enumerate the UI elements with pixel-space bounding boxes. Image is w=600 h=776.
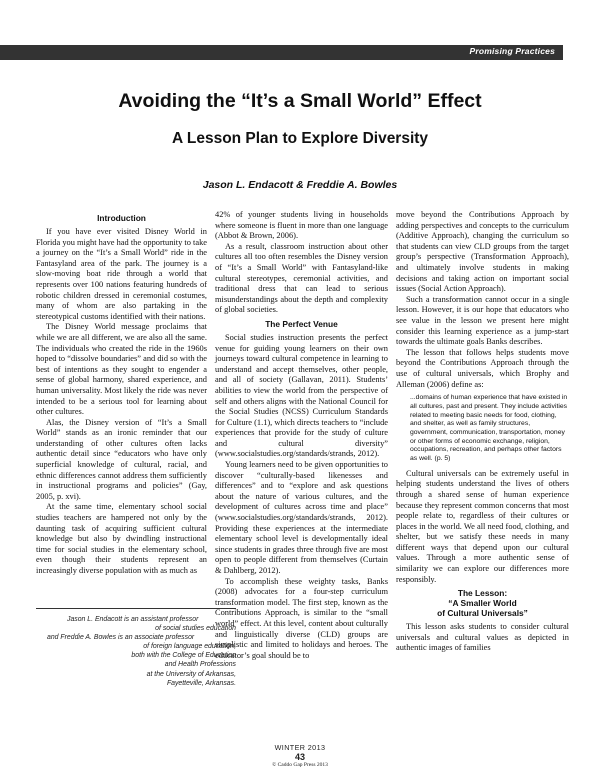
column-2 — [215, 210, 388, 661]
copyright: © Caddo Gap Press 2013 — [272, 762, 328, 768]
section-label: Promising Practices — [469, 46, 555, 56]
author-bio — [36, 608, 236, 688]
paragraph: move beyond the Contributions Approach by adding perspectives and concepts to the curriculum (Additive Approach), changing the curriculum so that students can view CLD groups from the target group’s perspective (Transformation Approach), and ultimately involve students in making decisions and taking action on important social issues (Social Action Approach). — [396, 210, 569, 294]
section-banner — [0, 45, 563, 60]
paragraph: As a result, classroom instruction about other cultures all too often resembles the Disney version of “It’s a Small World” with Fantasyland-like cultural stereotypes, ceremonial activities, and traditional dress that can lead to serious misunderstandings about the depth and complexity of global societies. — [215, 241, 388, 315]
heading-perfect-venue: The Perfect Venue — [265, 318, 338, 329]
article-authors: Jason L. Endacott & Freddie A. Bowles — [202, 179, 398, 191]
page-number: 43 — [294, 752, 305, 762]
bio-line: of social studies education — [155, 625, 236, 633]
paragraph: To accomplish these weighty tasks, Banks (2008) advocates for a four-step curriculum transformation model. The first step, known as the Contributions Approach, is similar to the “small world” effect. At this level, content about culturally and linguistically diverse (CLD) groups are simplistic and limited to holidays and heroes. The educator’s goal should be to — [215, 576, 388, 660]
article-title: Avoiding the “It’s a Small World” Effect — [118, 90, 482, 112]
block-quote — [410, 394, 569, 464]
paragraph: 42% of younger students living in households where someone is fluent in more than one language (Abbot & Brown, 2006). — [215, 210, 388, 241]
column-3 — [396, 210, 569, 654]
paragraph: This lesson asks students to consider cultural universals and cultural values as depicted in authentic images of families — [396, 622, 569, 653]
bio-divider — [36, 608, 236, 609]
bio-line: Jason L. Endacott is an assistant professor — [67, 616, 199, 623]
paragraph: Social studies instruction presents the perfect venue for guiding young learners on their own journeys toward cultural competence in learning to understand and accept themselves, other people, and all of society (Gallavan, 2011). Students’ abilities to view the world from the perspective of self and others aligns with the National Council for the Social Studies (NCSS) Curriculum Standards for Culture (1.1), which directs teachers to “include experiences that provide for the study of culture and cultural diversity” (www.socialstudies.org/standards/strands, 2012). — [215, 332, 388, 459]
paragraph: The Disney World message proclaims that while we are all different, we are also all the same. The individuals who created the ride in the 1960s hoped to “dissolve boundaries” and did so with the best of intentions as they sought to engender a sense of global harmony, shared experience, and human universality. Most likely the ride was never intended to be a serious tool for learning about other cultures. — [36, 322, 207, 417]
column-1 — [36, 210, 207, 577]
heading-line: of Cultural Universals” — [437, 608, 528, 619]
issue-label: WINTER 2013 — [274, 743, 326, 752]
heading-line: “A Smaller World — [448, 598, 517, 609]
paragraph: Young learners need to be given opportunities to discover “culturally-based likenesses and differences” and to “explore and ask questions about the nature of various cultures, and the development of cultures across time and place” (www.socialstudies.org/standards/strands, 2012). Providing these experiences at the intermediate elementary school level is developmentally ideal since students in grades three through five are most open to people different from themselves (Curtain & Dahlberg, 2012). — [215, 460, 388, 575]
bio-line: Fayetteville, Arkansas. — [166, 679, 236, 687]
heading-the-lesson — [396, 588, 569, 618]
paragraph: If you have ever visited Disney World in Florida you might have had the opportunity to take a journey on the “It’s a Small World” ride in the Fantasyland area of the park. The journey is a slow-moving boat ride through a world that represents over 100 nations featuring hundreds of robotic children dressed in ceremonial costumes, many of whom are also partaking in the stereotypical customs identified with their nations. — [36, 227, 207, 321]
paragraph: The lesson that follows helps students move beyond the Contributions Approach through the use of cultural universals, which Brophy and Alleman (2006) define as: — [396, 347, 569, 389]
paragraph: Alas, the Disney version of “It’s a Small World” stands as an ironic reminder that our understanding of other cultures often lacks authentic detail since “educators who have only superficial knowledge of cultural, racial, and ethnic differences cannot address them sufficiently in instructional programs and policies” (Gay, 2005, p. xvi). — [36, 417, 207, 501]
paragraph: At the same time, elementary school social studies teachers are hampered not only by the daunting task of acquiring sufficient cultural knowledge but also by dwindling instructional time for social studies in the elementary school, even though their students represent an increasingly diverse population with as much as — [36, 502, 207, 575]
heading-introduction: Introduction — [97, 213, 146, 223]
heading-line: The Lesson: — [457, 588, 508, 599]
paragraph: Such a transformation cannot occur in a single lesson. However, it is our hope that educators who see value in the lesson we present here might consider this learning experience as a jump-start towards the ultimate goals Banks describes. — [396, 294, 569, 347]
article-subtitle: A Lesson Plan to Explore Diversity — [171, 130, 429, 147]
bio-line: and Freddie A. Bowles is an associate professor — [47, 634, 195, 642]
bio-line: both with the College of Education — [131, 652, 236, 660]
bio-line: and Health Professions — [164, 661, 236, 669]
bio-line: at the University of Arkansas, — [146, 670, 236, 678]
paragraph: Cultural universals can be extremely useful in helping students understand the lives of others through a shared sense of human experience because they represent common concerns that most people relate to, regardless of their cultures or places in the world. We all need food, clothing, and shelter, but we satisfy these needs in many different ways that depend upon our cultural values. Through a more authentic sense of similarity we can explore our differences more responsibly. — [396, 468, 569, 584]
quote-text: ...domains of human experience that have existed in all cultures, past and present. They include activities related to meeting basic needs for food, clothing, and shelter, as well as family structures, government, communication, transportation, money or other forms of economic exchange, religion, occupations, recreation, and perhaps other factors as well. (p. 5) — [410, 394, 568, 463]
bio-line: of foreign language education, — [143, 643, 236, 651]
